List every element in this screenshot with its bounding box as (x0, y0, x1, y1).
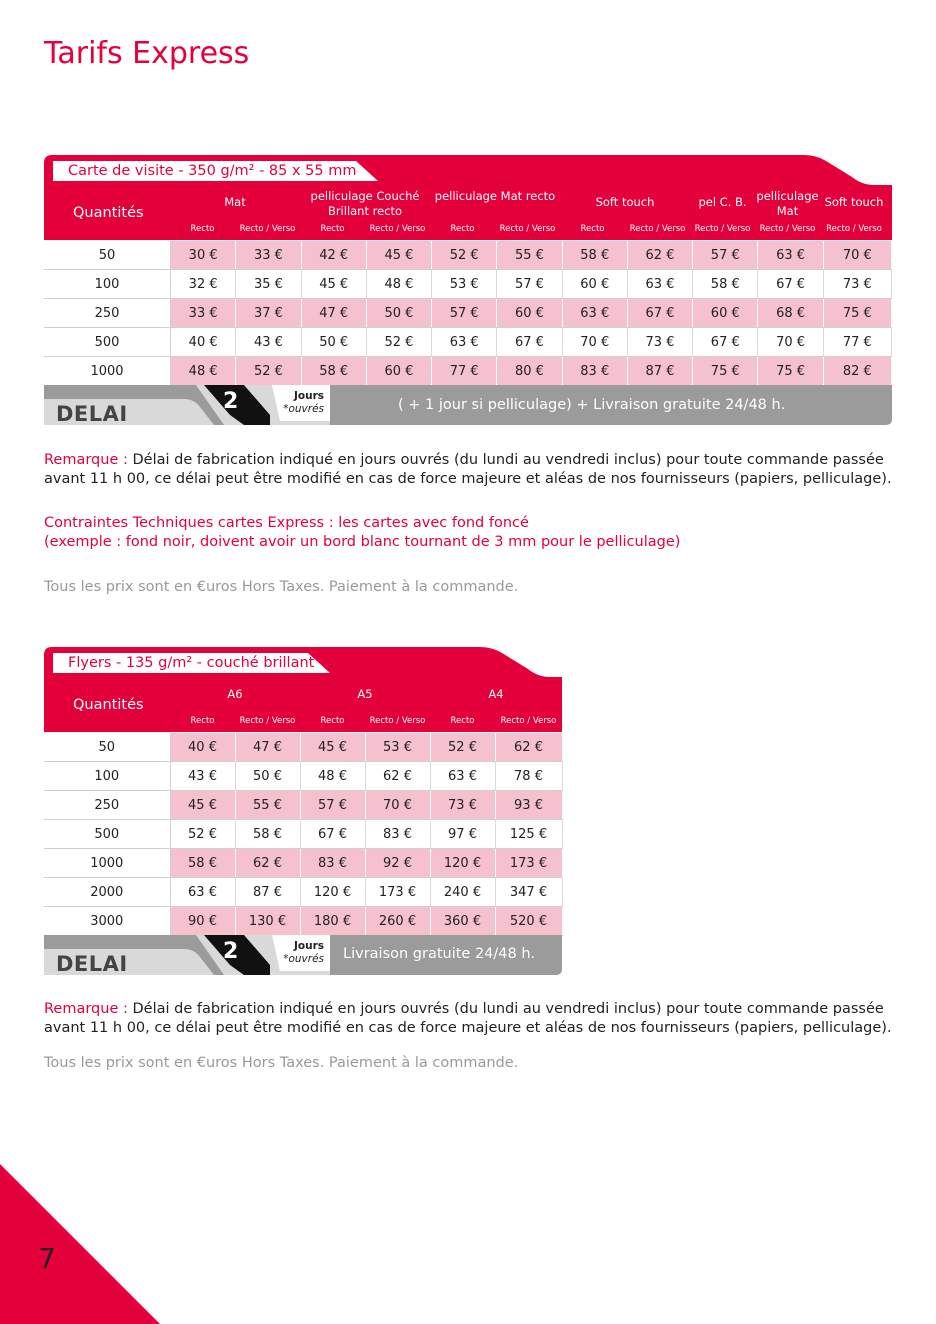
cards-sub-header: Recto / Verso (369, 224, 426, 234)
table-row (44, 762, 562, 791)
price-cell: 47 € (235, 733, 300, 762)
table-row (44, 357, 892, 386)
cards-group-header: pelliculage Couché Brillant recto (310, 189, 420, 218)
price-cell: 92 € (365, 849, 430, 878)
price-cell: 63 € (627, 270, 692, 299)
price-cell: 62 € (627, 241, 692, 270)
price-cell: 125 € (495, 820, 562, 849)
price-cell: 67 € (300, 820, 365, 849)
price-cell: 48 € (366, 270, 431, 299)
page-number: 7 (38, 1242, 56, 1275)
price-cell: 73 € (823, 270, 891, 299)
cards-sub-header: Recto (320, 224, 345, 234)
cards-sub-header: Recto (190, 224, 215, 234)
cards-remark-text: Délai de fabrication indiqué en jours ouvrés (du lundi au vendredi inclus) pour toute commande passée avant 11 h 00, ce délai peut être modifié en cas de force majeure et aléas de nos fournisseurs (papiers, pelliculage). (44, 452, 892, 487)
price-cell: 78 € (495, 762, 562, 791)
price-cell: 87 € (235, 878, 300, 907)
flyers-sub-header: Recto (450, 716, 475, 726)
cards-sub-header: Recto / Verso (826, 224, 882, 234)
quantity-cell: 50 (44, 241, 171, 270)
price-cell: 63 € (432, 328, 497, 357)
cards-sub-header: Recto (450, 224, 475, 234)
price-cell: 97 € (430, 820, 495, 849)
price-cell: 35 € (236, 270, 301, 299)
price-cell: 52 € (236, 357, 301, 386)
prices-note-1: Tous les prix sont en €uros Hors Taxes. Paiement à la commande. (44, 579, 519, 595)
price-cell: 58 € (301, 357, 366, 386)
price-cell: 57 € (497, 270, 562, 299)
price-cell: 70 € (562, 328, 627, 357)
price-cell: 52 € (430, 733, 495, 762)
page-corner-triangle (0, 1164, 160, 1324)
cards-price-table (44, 241, 892, 386)
price-cell: 240 € (430, 878, 495, 907)
price-cell: 63 € (758, 241, 823, 270)
price-cell: 120 € (430, 849, 495, 878)
price-cell: 520 € (495, 907, 562, 936)
price-cell: 60 € (497, 299, 562, 328)
price-cell: 93 € (495, 791, 562, 820)
price-cell: 60 € (562, 270, 627, 299)
price-cell: 67 € (758, 270, 823, 299)
price-cell: 120 € (300, 878, 365, 907)
price-cell: 30 € (171, 241, 236, 270)
price-cell: 58 € (235, 820, 300, 849)
price-cell: 130 € (235, 907, 300, 936)
price-cell: 50 € (366, 299, 431, 328)
table-row (44, 328, 892, 357)
price-cell: 55 € (235, 791, 300, 820)
price-cell: 45 € (170, 791, 235, 820)
price-cell: 173 € (495, 849, 562, 878)
flyers-group-header: A4 (488, 687, 504, 701)
flyers-sub-header: Recto / Verso (500, 716, 557, 726)
price-cell: 42 € (301, 241, 366, 270)
price-cell: 77 € (432, 357, 497, 386)
cards-sub-header: Recto / Verso (694, 224, 751, 234)
table-row (44, 241, 892, 270)
cards-delai-label: DELAI (56, 402, 128, 426)
flyers-delai-label: DELAI (56, 952, 128, 976)
price-cell: 52 € (170, 820, 235, 849)
price-cell: 55 € (497, 241, 562, 270)
price-cell: 75 € (758, 357, 823, 386)
quantity-cell: 1000 (44, 357, 171, 386)
price-cell: 43 € (236, 328, 301, 357)
price-cell: 82 € (823, 357, 891, 386)
quantity-cell: 2000 (44, 878, 170, 907)
cards-remark-label: Remarque : (44, 452, 128, 468)
price-cell: 62 € (365, 762, 430, 791)
flyers-remark (44, 1000, 894, 1038)
cards-sub-header: Recto / Verso (499, 224, 556, 234)
price-cell: 70 € (758, 328, 823, 357)
cards-remark (44, 451, 894, 489)
flyers-remark-label: Remarque : (44, 1001, 128, 1017)
cards-sub-header: Recto / Verso (239, 224, 296, 234)
tech-constraints-line1: Contraintes Techniques cartes Express : les cartes avec fond foncé (44, 515, 529, 531)
price-cell: 75 € (693, 357, 758, 386)
quantity-cell: 1000 (44, 849, 170, 878)
price-cell: 47 € (301, 299, 366, 328)
price-cell: 360 € (430, 907, 495, 936)
flyers-sub-header: Recto (190, 716, 215, 726)
tech-constraints-line2: (exemple : fond noir, doivent avoir un bord blanc tournant de 3 mm pour le pelliculage) (44, 534, 681, 550)
flyers-delai-note: Livraison gratuite 24/48 h. (343, 946, 536, 962)
price-cell: 83 € (300, 849, 365, 878)
cards-group-header: pel C. B. (698, 195, 747, 209)
flyers-sub-header: Recto / Verso (239, 716, 296, 726)
tech-constraints (44, 514, 894, 552)
quantity-cell: 50 (44, 733, 170, 762)
price-cell: 70 € (365, 791, 430, 820)
price-cell: 75 € (823, 299, 891, 328)
table-row (44, 299, 892, 328)
price-cell: 43 € (170, 762, 235, 791)
price-cell: 57 € (300, 791, 365, 820)
price-cell: 67 € (497, 328, 562, 357)
price-cell: 63 € (562, 299, 627, 328)
prices-note-2: Tous les prix sont en €uros Hors Taxes. Paiement à la commande. (44, 1055, 519, 1071)
cards-group-header: pelliculage Mat (756, 189, 819, 218)
price-cell: 50 € (235, 762, 300, 791)
price-cell: 63 € (170, 878, 235, 907)
price-cell: 67 € (693, 328, 758, 357)
table-row (44, 791, 562, 820)
flyers-table-header (44, 677, 562, 732)
cards-sub-header: Recto / Verso (759, 224, 816, 234)
price-cell: 57 € (693, 241, 758, 270)
price-cell: 347 € (495, 878, 562, 907)
cards-group-header: pelliculage Mat recto (434, 189, 556, 203)
price-cell: 40 € (170, 733, 235, 762)
flyers-tab-label: Flyers - 135 g/m² - couché brillant (68, 655, 315, 671)
cards-group-header: Mat (224, 195, 246, 209)
price-cell: 80 € (497, 357, 562, 386)
price-cell: 58 € (562, 241, 627, 270)
quantity-cell: 100 (44, 762, 170, 791)
price-cell: 87 € (627, 357, 692, 386)
price-cell: 62 € (235, 849, 300, 878)
cards-delai-note: ( + 1 jour si pelliculage) + Livraison gratuite 24/48 h. (398, 397, 786, 413)
price-cell: 83 € (365, 820, 430, 849)
price-cell: 173 € (365, 878, 430, 907)
price-cell: 48 € (300, 762, 365, 791)
quantity-cell: 250 (44, 299, 171, 328)
cards-group-header: Soft touch (824, 195, 884, 209)
price-cell: 45 € (301, 270, 366, 299)
price-cell: 60 € (693, 299, 758, 328)
price-cell: 37 € (236, 299, 301, 328)
flyers-qty-header: Quantités (73, 697, 144, 713)
price-cell: 40 € (171, 328, 236, 357)
flyers-sub-header: Recto / Verso (369, 716, 426, 726)
price-cell: 52 € (366, 328, 431, 357)
price-cell: 45 € (300, 733, 365, 762)
cards-jours-label: Jours (293, 390, 324, 402)
flyers-sub-header: Recto (320, 716, 345, 726)
price-cell: 180 € (300, 907, 365, 936)
price-cell: 260 € (365, 907, 430, 936)
price-cell: 77 € (823, 328, 891, 357)
price-cell: 62 € (495, 733, 562, 762)
price-cell: 48 € (171, 357, 236, 386)
price-cell: 73 € (430, 791, 495, 820)
flyers-group-header: A5 (357, 687, 373, 701)
flyers-delai-jours (280, 940, 324, 966)
quantity-cell: 250 (44, 791, 170, 820)
page-title: Tarifs Express (44, 36, 250, 71)
price-cell: 90 € (170, 907, 235, 936)
price-cell: 73 € (627, 328, 692, 357)
cards-ouvres-label: *ouvrés (283, 403, 324, 415)
cards-qty-header: Quantités (73, 205, 144, 221)
table-row (44, 849, 562, 878)
price-cell: 32 € (171, 270, 236, 299)
quantity-cell: 500 (44, 328, 171, 357)
quantity-cell: 500 (44, 820, 170, 849)
cards-delai-days: 2 (223, 389, 239, 414)
flyers-remark-text: Délai de fabrication indiqué en jours ouvrés (du lundi au vendredi inclus) pour toute commande passée avant 11 h 00, ce délai peut être modifié en cas de force majeure et aléas de nos fournisseurs (papiers, pelliculage). (44, 1001, 892, 1036)
table-row (44, 907, 562, 936)
cards-sub-header: Recto / Verso (629, 224, 686, 234)
table-row (44, 733, 562, 762)
price-cell: 60 € (366, 357, 431, 386)
price-cell: 53 € (432, 270, 497, 299)
price-cell: 45 € (366, 241, 431, 270)
cards-table-header (44, 185, 892, 240)
cards-group-header: Soft touch (595, 195, 655, 209)
cards-sub-header: Recto (580, 224, 605, 234)
price-cell: 70 € (823, 241, 891, 270)
price-cell: 52 € (432, 241, 497, 270)
price-cell: 57 € (432, 299, 497, 328)
price-cell: 68 € (758, 299, 823, 328)
price-cell: 67 € (627, 299, 692, 328)
price-cell: 58 € (693, 270, 758, 299)
table-row (44, 878, 562, 907)
cards-delai-jours (280, 390, 324, 416)
price-cell: 33 € (171, 299, 236, 328)
price-cell: 58 € (170, 849, 235, 878)
price-cell: 63 € (430, 762, 495, 791)
flyers-ouvres-label: *ouvrés (283, 953, 324, 965)
flyers-jours-label: Jours (293, 940, 324, 952)
price-cell: 83 € (562, 357, 627, 386)
cards-tab-label: Carte de visite - 350 g/m² - 85 x 55 mm (68, 163, 357, 179)
table-row (44, 820, 562, 849)
price-cell: 53 € (365, 733, 430, 762)
table-row (44, 270, 892, 299)
quantity-cell: 100 (44, 270, 171, 299)
flyers-delai-days: 2 (223, 939, 239, 964)
price-cell: 33 € (236, 241, 301, 270)
flyers-price-table (44, 733, 563, 936)
quantity-cell: 3000 (44, 907, 170, 936)
flyers-group-header: A6 (227, 687, 243, 701)
price-cell: 50 € (301, 328, 366, 357)
